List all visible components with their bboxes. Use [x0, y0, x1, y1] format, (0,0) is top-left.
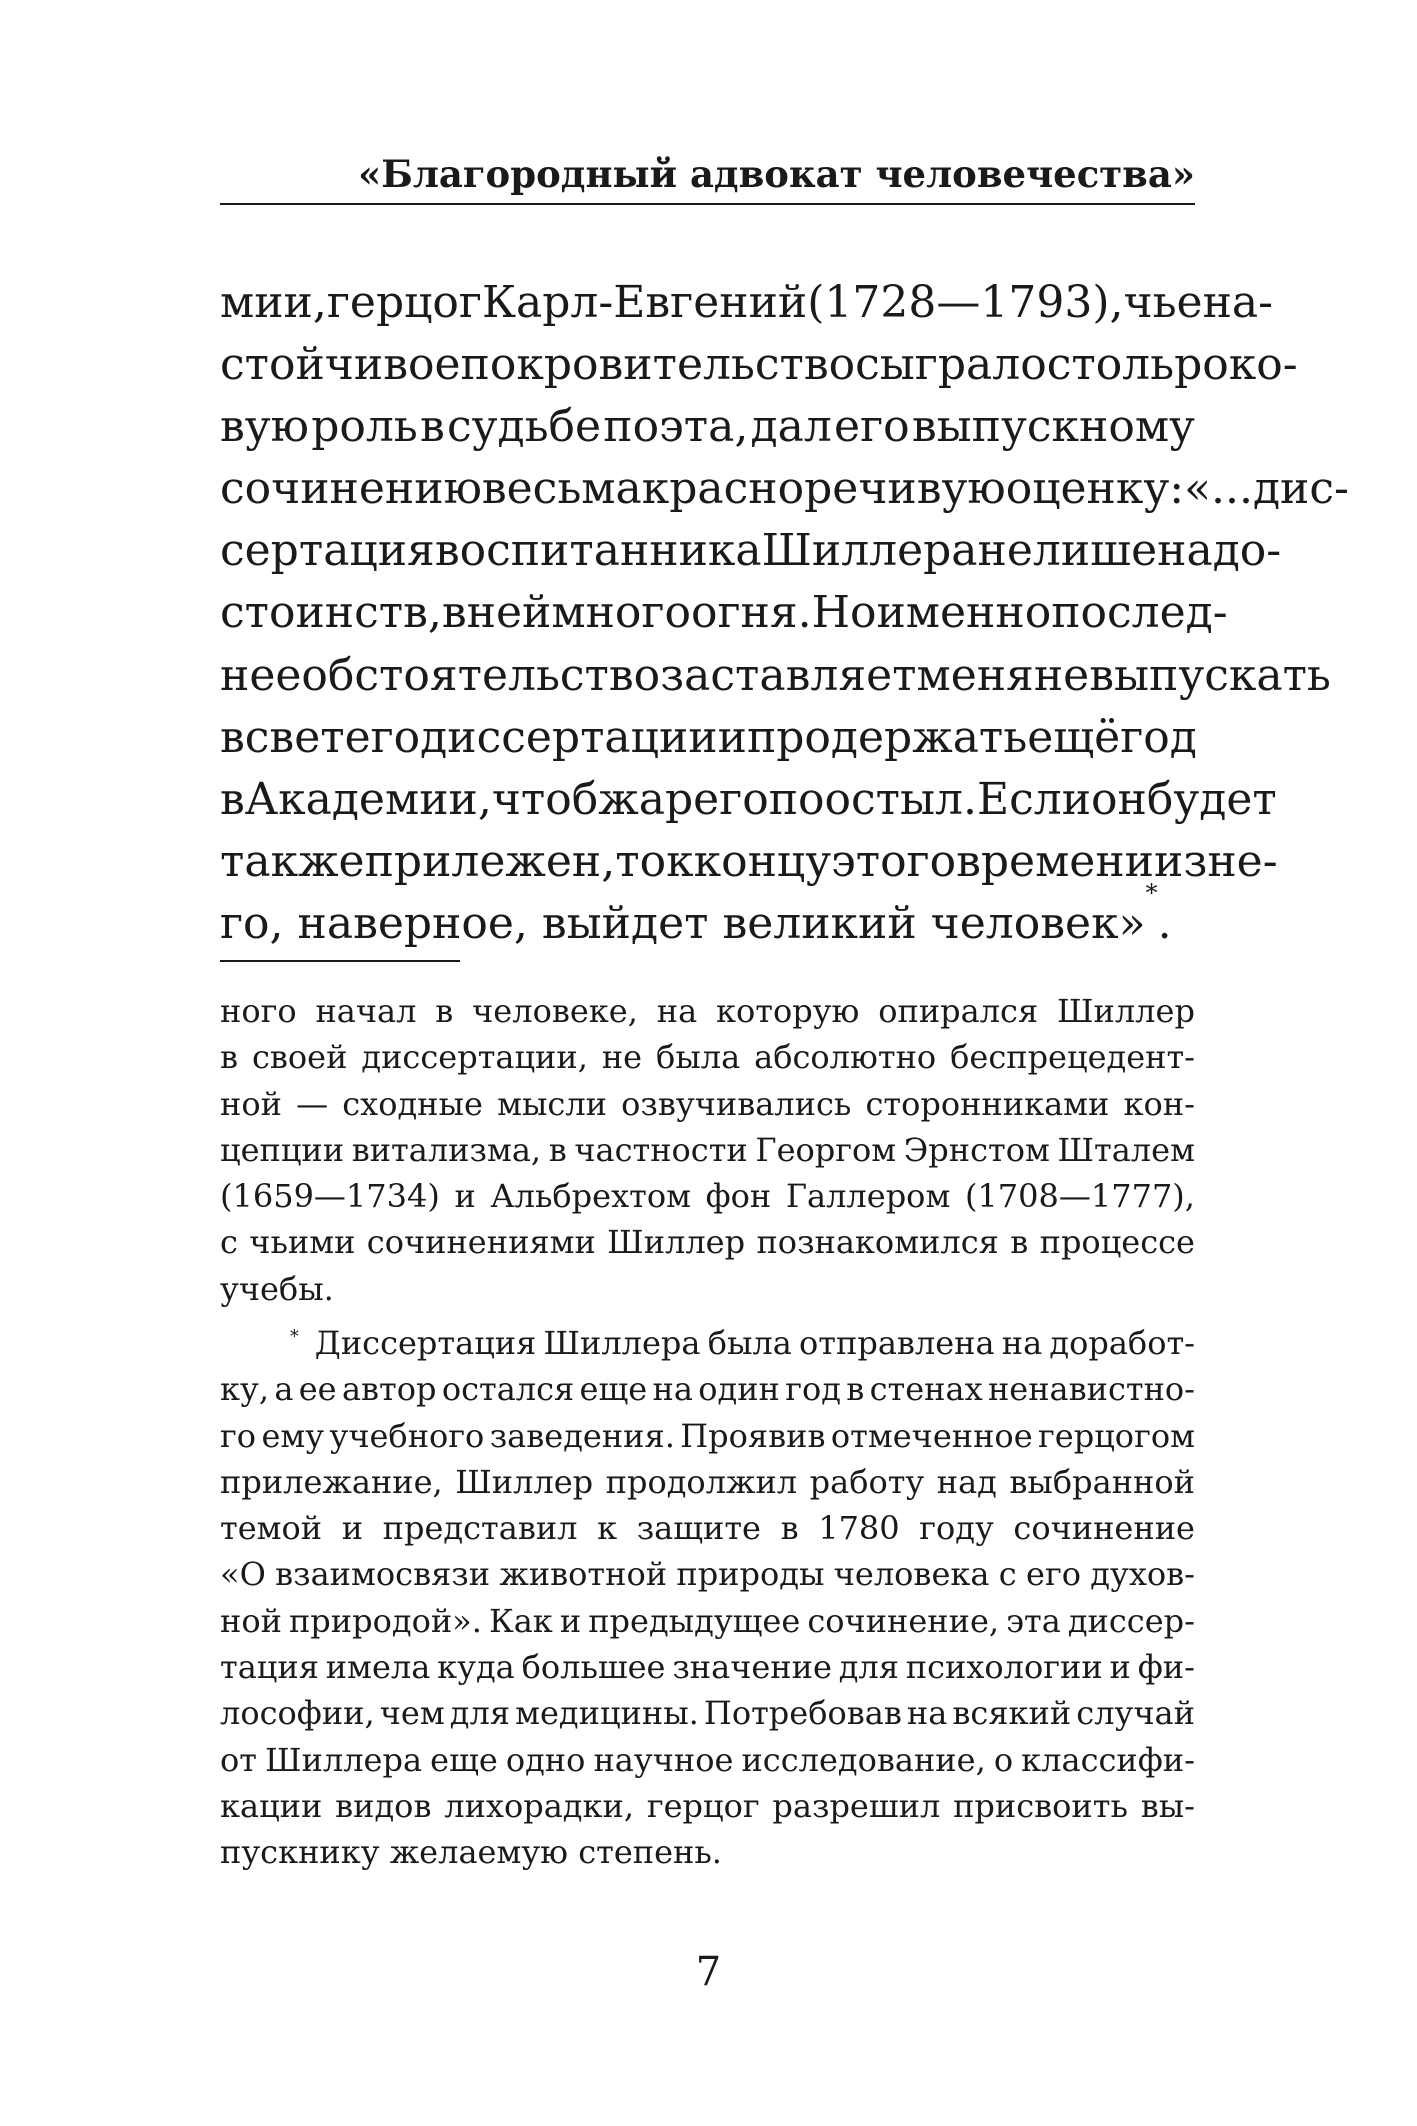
main-text-line [220, 272, 1274, 334]
word: учебного [329, 1416, 485, 1455]
word: обстоятельство [301, 649, 661, 701]
word: для [838, 1648, 899, 1687]
word: тация [220, 1648, 319, 1687]
word: лишена [1032, 525, 1213, 577]
word: диссер- [1067, 1601, 1195, 1640]
word: год [1120, 711, 1197, 763]
main-text-line [220, 831, 1278, 893]
word: ного [220, 992, 297, 1030]
word: чтоб [491, 773, 599, 825]
word: ной [220, 1084, 282, 1123]
word: ему [261, 1416, 325, 1455]
footnote-line [220, 1173, 1195, 1219]
main-text-line [220, 458, 1349, 520]
word: фон [705, 1177, 772, 1216]
word: на- [1202, 277, 1274, 328]
footnote-line [220, 1081, 1195, 1127]
footnote-line: пускнику желаемую степень. [220, 1833, 722, 1872]
word: ещё [1027, 711, 1121, 763]
word: еще [430, 1740, 498, 1779]
word: чем [379, 1694, 445, 1733]
word: Потребовав [703, 1694, 902, 1733]
word: выпускать [1089, 649, 1331, 701]
word: диссертации [420, 711, 718, 763]
word: процессе [1039, 1223, 1195, 1262]
word: один [698, 1370, 780, 1409]
word: Академии, [244, 773, 492, 825]
main-text-line [220, 520, 1282, 582]
word: большее [521, 1648, 666, 1687]
word: кон- [1123, 1084, 1195, 1123]
word: поостыл. [768, 773, 977, 825]
footnote-continued [220, 988, 1195, 1312]
word: заведения. [489, 1416, 675, 1455]
footnote-line [220, 1690, 1195, 1736]
word: воспитанника [434, 525, 762, 577]
word: отправлена [799, 1324, 995, 1362]
word: Шиллера [761, 525, 978, 577]
main-text-line [220, 769, 1277, 831]
word: опирался [878, 992, 1039, 1030]
word: на [906, 1694, 948, 1733]
footnote-mark: * [290, 1327, 299, 1348]
word: то [615, 835, 667, 887]
word: году [919, 1509, 994, 1548]
word: мысли [497, 1084, 607, 1123]
word: много [551, 587, 691, 639]
word: го [220, 1416, 257, 1455]
word: сочинению [220, 463, 482, 515]
word: «...дис- [1184, 463, 1349, 515]
word: Если [976, 773, 1092, 825]
word: доработ- [1049, 1324, 1195, 1362]
main-text-line [220, 878, 1195, 955]
word: имела [325, 1648, 431, 1687]
word: и [717, 711, 747, 763]
word: познакомился [756, 1223, 999, 1262]
word: будет [1146, 773, 1277, 825]
word: значение [672, 1648, 832, 1687]
word: видов [335, 1786, 432, 1825]
word: (1659—1734) [220, 1177, 440, 1216]
word: на [652, 1370, 693, 1409]
word: вы- [1140, 1786, 1195, 1825]
word: о [993, 1740, 1014, 1779]
word: его [834, 401, 910, 453]
word: Шталем [1057, 1130, 1195, 1169]
footnote-line [220, 1783, 1195, 1829]
word: сторонниками [865, 1084, 1110, 1123]
word: которую [715, 992, 860, 1030]
word: не [1033, 649, 1090, 701]
word: Шиллер [1057, 992, 1195, 1030]
word: мии, [220, 277, 327, 328]
word: ней [466, 587, 552, 639]
word: темой [220, 1509, 323, 1548]
word: нее [220, 649, 302, 701]
word: природой». [288, 1601, 482, 1640]
word: стойчивое [220, 339, 461, 391]
word: в [441, 587, 467, 639]
word: Шиллер [607, 1223, 746, 1262]
word: поэта, [603, 401, 749, 453]
word: Проявив [680, 1416, 826, 1455]
word: Георгом [755, 1130, 897, 1169]
word: на [656, 992, 698, 1030]
word: огня. [690, 587, 812, 639]
word: ной [220, 1601, 282, 1640]
footnote [220, 1320, 1195, 1876]
word: сочинение [1013, 1509, 1195, 1548]
word: духов- [1090, 1555, 1195, 1594]
word: и [559, 1601, 582, 1640]
footnote-line [220, 1219, 1195, 1265]
word: послед- [1051, 587, 1228, 639]
word: его [693, 773, 769, 825]
word: заставляет [660, 649, 917, 701]
word: фи- [1137, 1648, 1195, 1687]
word: сертация [220, 525, 435, 577]
footnote-reference-mark: * [1145, 878, 1158, 907]
main-text-line-text: го, наверное, выйдет великий человек» [220, 897, 1146, 949]
word: столь [1046, 339, 1175, 391]
main-text-line [220, 582, 1228, 644]
footnote-line [220, 1737, 1195, 1783]
word: цепции [220, 1130, 345, 1169]
word: прилежание, [220, 1462, 443, 1501]
word: его [344, 711, 421, 763]
word: своей [251, 1038, 348, 1077]
footnote-line [220, 1034, 1195, 1080]
word: к [666, 835, 694, 887]
running-head: «Благородный адвокат человечества» [358, 152, 1195, 196]
word: выпускному [911, 401, 1195, 453]
footnote-line [220, 1320, 1195, 1366]
word: герцог [646, 1786, 760, 1825]
word: одно [505, 1740, 586, 1779]
word: психологии [905, 1648, 1103, 1687]
word: стоинств, [220, 587, 442, 639]
word: меня [916, 649, 1034, 701]
word: беспрецедент- [950, 1038, 1195, 1077]
word: над [936, 1462, 997, 1501]
word: сходные [342, 1084, 483, 1123]
word: человека [833, 1555, 990, 1594]
word: Диссертация [314, 1324, 537, 1362]
word: лософии, [220, 1694, 375, 1733]
word: к [597, 1509, 618, 1548]
footnote-line [220, 1127, 1195, 1173]
footnote-line [220, 1598, 1195, 1644]
word: исследование, [741, 1740, 986, 1779]
word: в [220, 773, 245, 825]
word: автор [341, 1370, 437, 1409]
word: остался [441, 1370, 575, 1409]
footnote-line [220, 1551, 1195, 1597]
page-number: 7 [695, 1949, 722, 1995]
word: природы [676, 1555, 825, 1594]
word: его [1026, 1555, 1081, 1594]
word: классифи- [1021, 1740, 1195, 1779]
word: Эрнстом [903, 1130, 1050, 1169]
word: не- [1207, 835, 1278, 887]
footnote-line [220, 1505, 1195, 1551]
word: в [220, 711, 245, 763]
word: жар [598, 773, 694, 825]
word: Шиллера [265, 1740, 423, 1779]
word: Но [811, 587, 877, 639]
word: «О [220, 1555, 266, 1594]
word: сочинениями [366, 1223, 596, 1262]
word: оценку: [1005, 463, 1185, 515]
word: озвучивались [621, 1084, 852, 1123]
word: с [998, 1555, 1017, 1594]
word: Карл-Евгений [481, 277, 808, 328]
word: выбранной [1009, 1462, 1195, 1501]
word: работу [809, 1462, 925, 1501]
word: так [220, 835, 299, 887]
word: в [220, 1038, 239, 1077]
word: чьими [249, 1223, 356, 1262]
main-text [220, 272, 1349, 955]
word: научное [593, 1740, 734, 1779]
word: разрешил [772, 1786, 941, 1825]
header-rule [220, 203, 1195, 205]
main-text-line [220, 334, 1298, 396]
main-text-end-punctuation: . [1157, 897, 1172, 949]
word: Альбрехтом [490, 1177, 691, 1216]
word: начал [315, 992, 417, 1030]
word: эта [1006, 1601, 1061, 1640]
word: защите [636, 1509, 761, 1548]
word: роко- [1174, 339, 1298, 391]
word: вую [220, 401, 309, 453]
word: присвоить [953, 1786, 1128, 1825]
word: продержать [746, 711, 1028, 763]
word: случай [1076, 1694, 1195, 1733]
word: 1780 [818, 1509, 900, 1548]
word: (1708—1777), [964, 1177, 1195, 1216]
word: витализма, [351, 1130, 542, 1169]
word: прилежен, [364, 835, 616, 887]
word: абсолютно [754, 1038, 937, 1077]
word: в [548, 1130, 567, 1169]
word: Галлером [785, 1177, 951, 1216]
main-text-line [220, 645, 1331, 707]
word: всякий [952, 1694, 1072, 1733]
word: отмеченное [830, 1416, 1033, 1455]
word: предыдущее [588, 1601, 801, 1640]
word: судьбе [446, 401, 602, 453]
word: Шиллер [455, 1462, 594, 1501]
word: дал [750, 401, 832, 453]
word: диссертации, [361, 1038, 588, 1077]
word: была [707, 1324, 792, 1362]
word: частности [574, 1130, 748, 1169]
word: и [454, 1177, 476, 1216]
word: была [656, 1038, 741, 1077]
footnote-line [220, 1366, 1195, 1412]
word: не [601, 1038, 643, 1077]
word: стенах [869, 1370, 983, 1409]
word: не [977, 525, 1033, 577]
word: для [449, 1694, 511, 1733]
word: сыграло [855, 339, 1047, 391]
word: на [1001, 1324, 1043, 1362]
word: человеке, [472, 992, 638, 1030]
word: лихорадки, [444, 1786, 634, 1825]
word: этого [831, 835, 957, 887]
word: а [274, 1370, 294, 1409]
word: и [1109, 1648, 1131, 1687]
word: — [296, 1084, 329, 1123]
word: именно [876, 587, 1052, 639]
footnote-separator [220, 960, 460, 962]
word: роль [311, 401, 418, 453]
word: в [419, 401, 445, 453]
word: год [785, 1370, 841, 1409]
footnote-line [220, 988, 1195, 1034]
footnote-line [220, 1459, 1195, 1505]
footnote-first-line [290, 1320, 1195, 1366]
word: до- [1212, 525, 1282, 577]
main-text-line [220, 707, 1195, 769]
word: и [341, 1509, 364, 1548]
word: ее [298, 1370, 337, 1409]
word: продолжил [605, 1462, 798, 1501]
word: свет [244, 711, 345, 763]
word: герцог [326, 277, 482, 328]
word: ненавистно- [987, 1370, 1195, 1409]
word: медицины. [515, 1694, 699, 1733]
word: из [1154, 835, 1208, 887]
word: весьма [481, 463, 642, 515]
word: животной [499, 1555, 668, 1594]
word: с [220, 1223, 238, 1262]
word: герцогом [1038, 1416, 1195, 1455]
word: (1728—1793), [807, 277, 1124, 328]
footnote-line: учебы. [220, 1269, 334, 1308]
word: в [846, 1370, 865, 1409]
word: кации [220, 1786, 323, 1825]
word: покровительство [460, 339, 856, 391]
word: в [435, 992, 454, 1030]
word: Шиллера [543, 1324, 701, 1362]
word: взаимосвязи [275, 1555, 491, 1594]
word: сочинение, [807, 1601, 1000, 1640]
word: от [220, 1740, 257, 1779]
word: в [780, 1509, 799, 1548]
word: еще [579, 1370, 648, 1409]
word: красноречивую [641, 463, 1006, 515]
word: куда [437, 1648, 515, 1687]
footnote-mark-wrap [290, 1320, 299, 1366]
word: времени [956, 835, 1155, 887]
word: он [1091, 773, 1147, 825]
footnote-line [220, 1413, 1195, 1459]
word: представил [382, 1509, 578, 1548]
word: же [298, 835, 365, 887]
word: концу [693, 835, 832, 887]
word: в [1010, 1223, 1029, 1262]
word: ку, [220, 1370, 269, 1409]
footnote-line [220, 1644, 1195, 1690]
footnote-first-line-text [315, 1320, 1195, 1366]
word: Как [488, 1601, 553, 1640]
main-text-line [220, 396, 1195, 458]
word: чье [1123, 277, 1203, 328]
